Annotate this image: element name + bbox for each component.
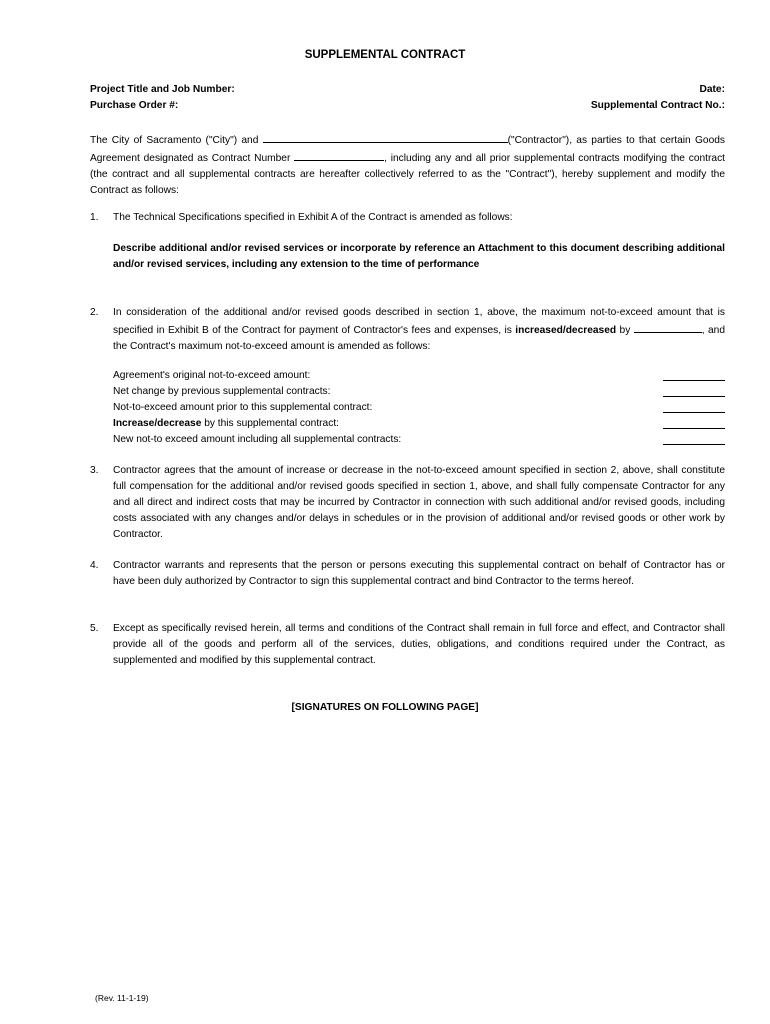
section-number: 2.	[90, 307, 99, 318]
section-5	[90, 621, 725, 669]
amount-row	[113, 400, 725, 416]
amount-label: Net change by previous supplemental contracts:	[113, 386, 331, 397]
revision-footer: (Rev. 11-1-19)	[95, 993, 149, 1003]
project-title-label: Project Title and Job Number:	[90, 84, 235, 95]
section-text: The Technical Specifications specified in Exhibit A of the Contract is amended as follows:	[113, 212, 513, 223]
section-4	[90, 558, 725, 590]
header-right	[591, 82, 725, 114]
contractor-name-blank[interactable]	[263, 131, 508, 143]
header-left	[90, 82, 235, 114]
section-text	[113, 305, 725, 355]
section-text: Contractor agrees that the amount of increase or decrease in the not-to-exceed amount specified in section 2, above, shall constitute full compensation for the additional and/or revised goods specified in section 1, above, and shall fully compensate Contractor for any and all direct and indirect costs that may be incurred by Contractor in connection with such additional and/or revised goods, including costs associated with any changes and/or delays in schedules or in the provision of additional and/or revised goods or other work by Contractor.	[113, 465, 725, 540]
amount-label: Not-to-exceed amount prior to this supplemental contract:	[113, 402, 373, 413]
section-number: 1.	[90, 212, 99, 223]
section-text: Contractor warrants and represents that the person or persons executing this supplemental contract on behalf of Contractor has or have been duly authorized by Contractor to sign this supplemental contract and bind Contractor to the terms hereof.	[113, 560, 725, 587]
section-text: Except as specifically revised herein, all terms and conditions of the Contract shall remain in full force and effect, and Contractor shall provide all of the goods and perform all of the services, duties, obligations, and conditions required under the Contract, as supplemented and modified by this supplemental contract.	[113, 623, 725, 666]
contract-number-blank[interactable]	[294, 149, 384, 161]
amounts-table	[113, 368, 725, 448]
amount-label: Agreement's original not-to-exceed amount:	[113, 370, 311, 381]
amount-blank[interactable]	[663, 396, 725, 397]
section-number: 3.	[90, 465, 99, 476]
section-number: 4.	[90, 560, 99, 571]
document-title: SUPPLEMENTAL CONTRACT	[304, 49, 466, 61]
date-label: Date:	[699, 84, 725, 95]
intro-paragraph	[90, 131, 725, 199]
amount-row	[113, 368, 725, 384]
amount-label: New not-to exceed amount including all supplemental contracts:	[113, 434, 402, 445]
amount-blank[interactable]	[663, 412, 725, 413]
section-2-text-c: , and the Contract's maximum not-to-exceed amount is amended as follows:	[113, 325, 726, 352]
section-number: 5.	[90, 623, 99, 634]
section-2-text-a: In consideration of the additional and/or revised goods described in section 1, above, the maximum not-to-exceed amount that is specified in Exhibit B of the Contract for payment of Contractor's fees and expenses, is	[113, 307, 725, 336]
amount-blank[interactable]	[663, 380, 725, 381]
amount-blank[interactable]	[663, 444, 725, 445]
section-2	[90, 305, 725, 355]
supplemental-contract-no-label: Supplemental Contract No.:	[590, 100, 725, 111]
amount-row	[113, 432, 725, 448]
amount-row	[113, 416, 725, 432]
describe-instructions: Describe additional and/or revised services or incorporate by reference an Attachment to this document describing additional and/or revised services, including any extension to the time of performance	[113, 243, 725, 270]
intro-text-3: , including any and all prior supplemental contracts modifying the contract (the contract and all supplemental contracts are hereafter collectively referred to as the "Contract"), hereby supplement and modify the Contract as follows:	[90, 153, 725, 196]
increased-decreased-label: increased/decreased	[515, 325, 617, 336]
intro-text-2: ("Contractor"), as parties to that certain Goods Agreement designated as Contract Number	[90, 135, 725, 164]
purchase-order-label: Purchase Order #:	[90, 100, 179, 111]
section-2-text-b: by	[616, 325, 634, 336]
signatures-notice: [SIGNATURES ON FOLLOWING PAGE]	[291, 702, 479, 713]
amount-row	[113, 384, 725, 400]
intro-text-1: The City of Sacramento ("City") and	[90, 135, 263, 146]
amount-label: by this supplemental contract:	[201, 418, 339, 429]
amount-blank[interactable]	[663, 428, 725, 429]
change-amount-blank[interactable]	[634, 321, 702, 333]
amount-label-bold: Increase/decrease	[113, 418, 202, 429]
section-1	[90, 210, 725, 226]
section-3	[90, 463, 725, 543]
